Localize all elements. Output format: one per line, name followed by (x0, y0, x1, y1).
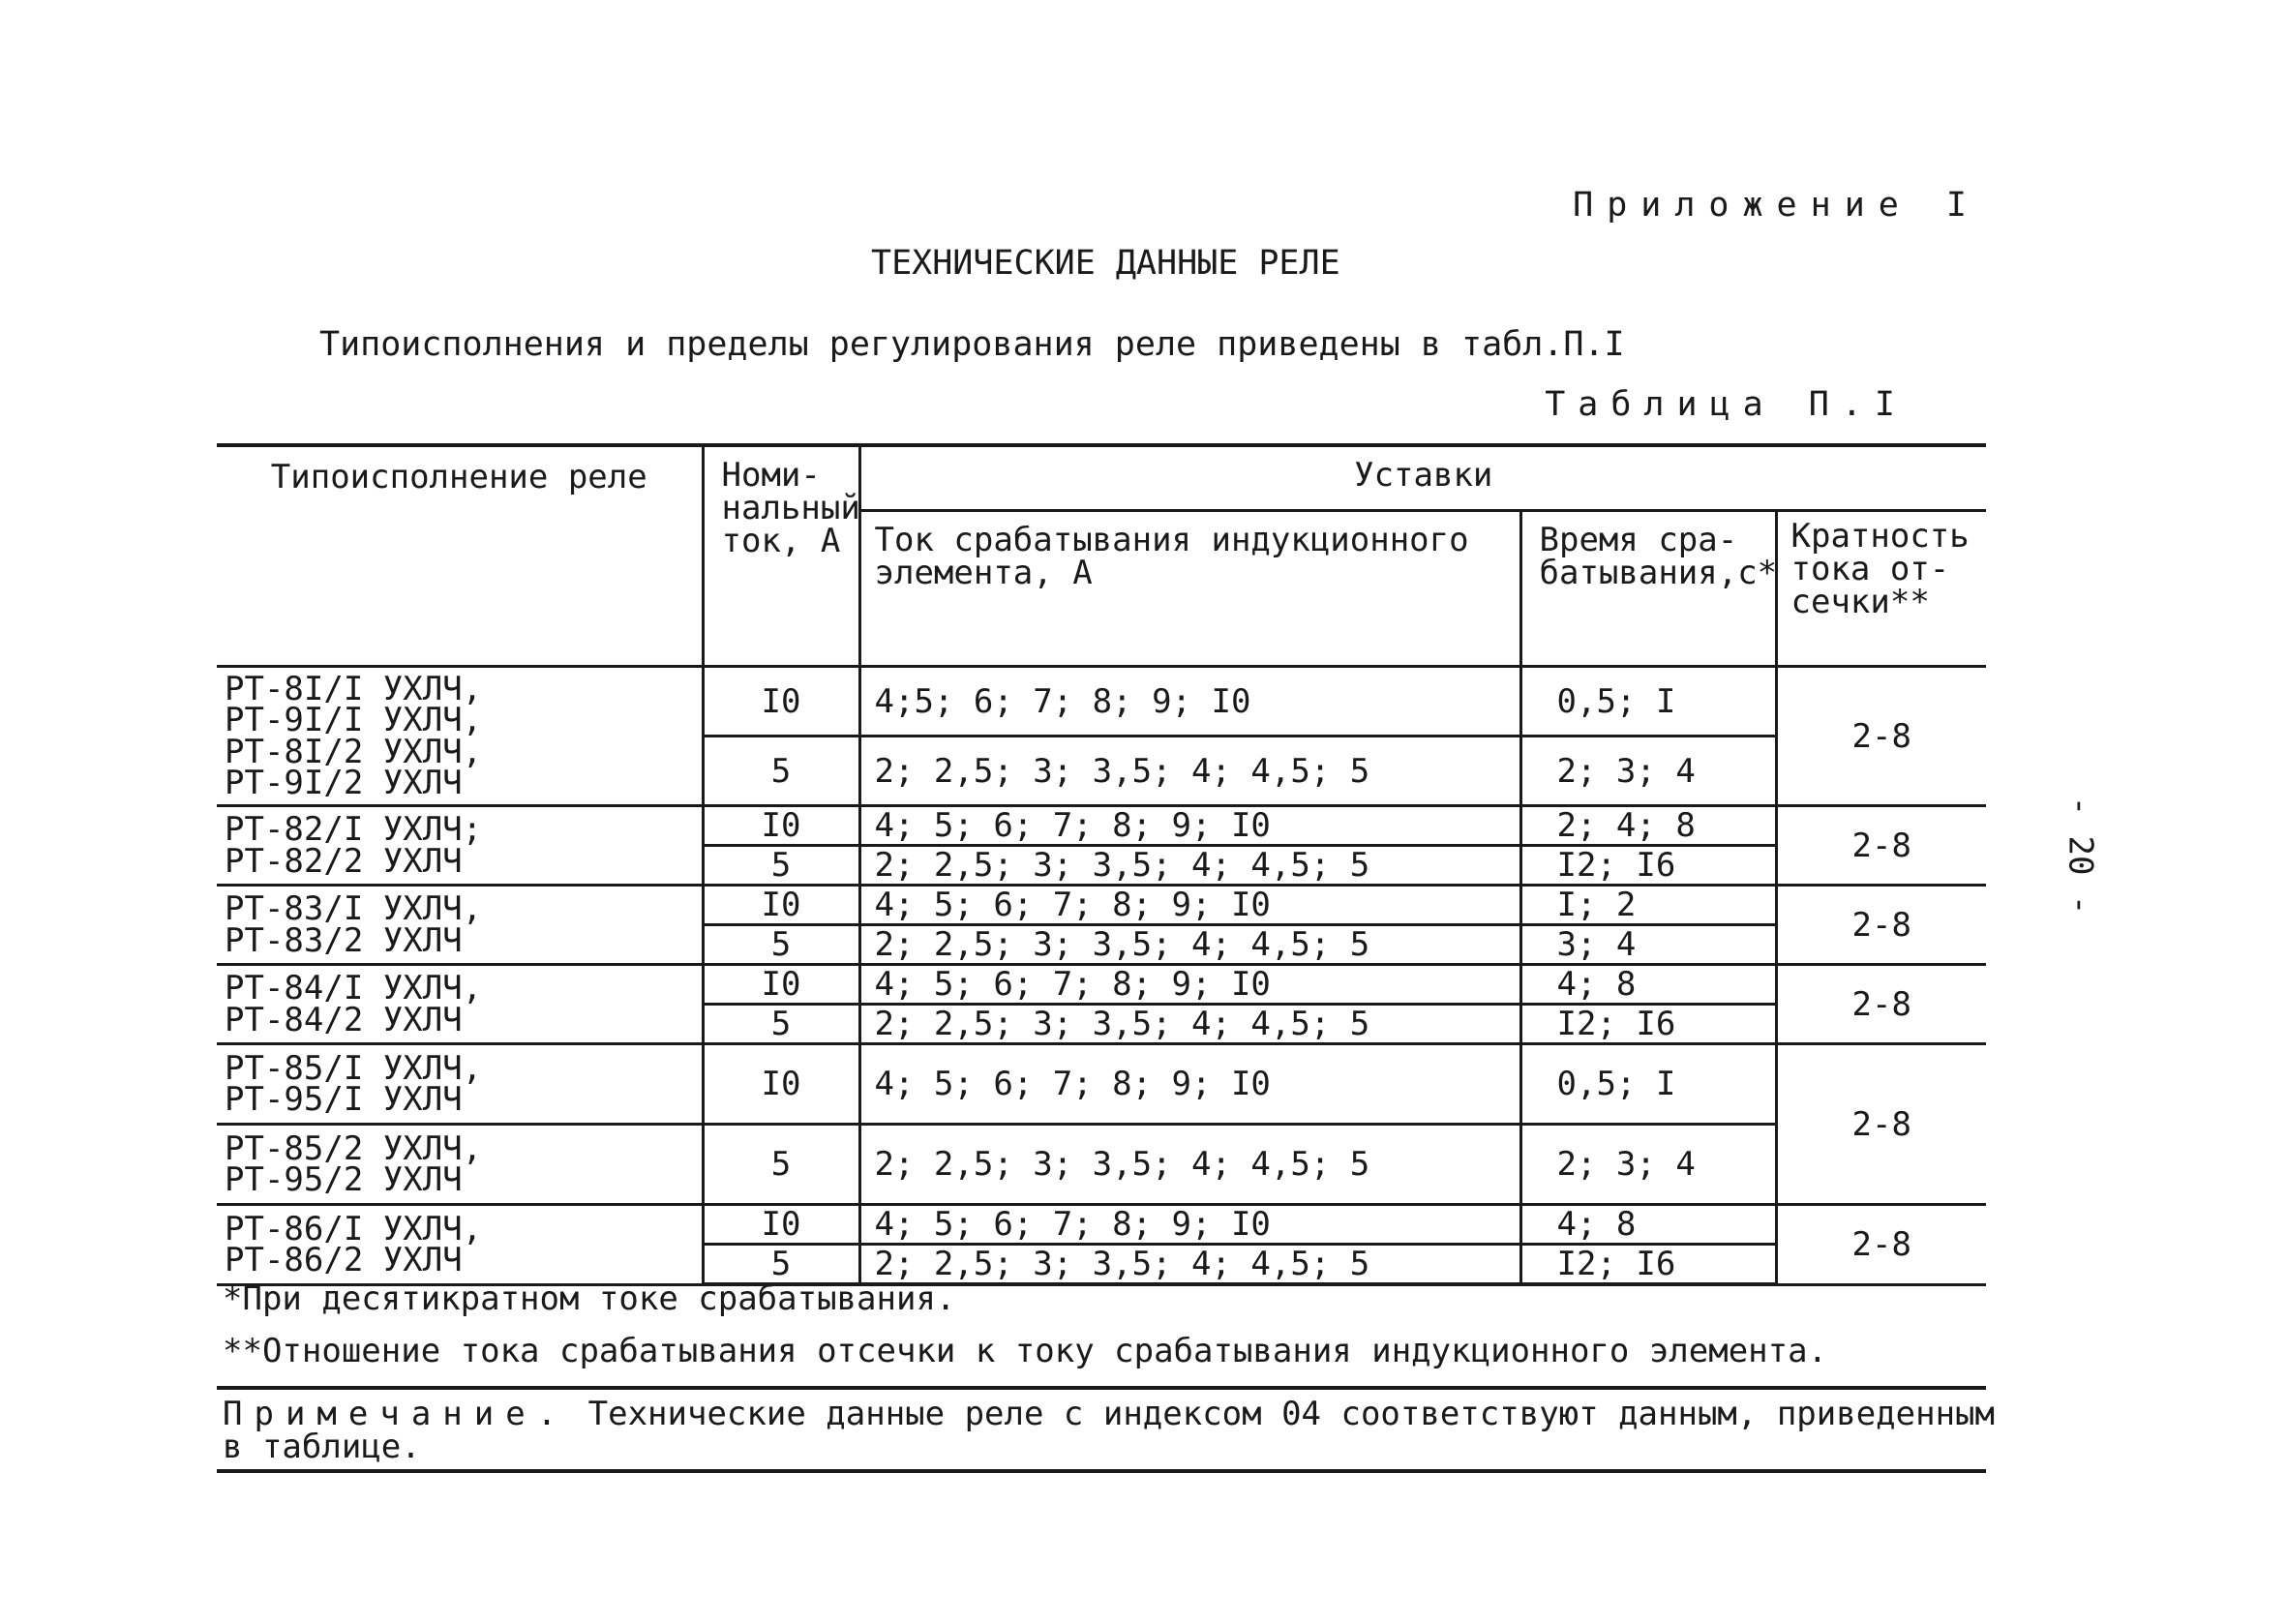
time-cell: 3; 4 (1520, 925, 1776, 965)
header-cutoff-multiplicity: Кратность тока от- сечки** (1776, 511, 1986, 667)
nominal-cell: 5 (703, 1245, 859, 1285)
note-text: Технические данные реле с индексом 04 соответствуют данным, приведенным в таблице. (223, 1395, 1995, 1466)
table-row (217, 965, 1986, 1005)
time-cell: 2; 3; 4 (1520, 737, 1776, 806)
nominal-cell: I0 (703, 1205, 859, 1245)
relay-data-table (217, 443, 1986, 1286)
relay-type-cell: РТ-85/I УХЛЧ, РТ-95/I УХЛЧ (217, 1044, 703, 1125)
header-trip-time: Время сра- батывания,с* (1520, 511, 1776, 667)
multiplicity-cell: 2-8 (1776, 1044, 1986, 1205)
note-label: Примечание. (223, 1395, 569, 1433)
current-cell: 2; 2,5; 3; 3,5; 4; 4,5; 5 (859, 846, 1520, 886)
multiplicity-cell: 2-8 (1776, 806, 1986, 886)
nominal-cell: I0 (703, 806, 859, 846)
nominal-cell: 5 (703, 1125, 859, 1205)
table-label: Таблица П.I (1545, 385, 1908, 424)
table-row (217, 886, 1986, 925)
time-cell: I2; I6 (1520, 1005, 1776, 1044)
nominal-cell: 5 (703, 846, 859, 886)
table-row (217, 1205, 1986, 1245)
current-cell: 4; 5; 6; 7; 8; 9; I0 (859, 1044, 1520, 1125)
footnote-1: *При десятикратном токе срабатывания. (223, 1279, 956, 1318)
table-row (217, 1044, 1986, 1125)
relay-type-cell: РТ-86/I УХЛЧ, РТ-86/2 УХЛЧ (217, 1205, 703, 1285)
time-cell: 2; 3; 4 (1520, 1125, 1776, 1205)
footnote-2: **Отношение тока срабатывания отсечки к току срабатывания индукционного элемента. (223, 1332, 1828, 1370)
current-cell: 2; 2,5; 3; 3,5; 4; 4,5; 5 (859, 1005, 1520, 1044)
relay-type-cell: РТ-83/I УХЛЧ, РТ-83/2 УХЛЧ (217, 886, 703, 965)
header-settings: Уставки (859, 445, 1986, 511)
header-trip-current: Ток срабатывания индукционного элемента, А (859, 511, 1520, 667)
relay-type-cell: РТ-8I/I УХЛЧ, РТ-9I/I УХЛЧ, РТ-8I/2 УХЛЧ, РТ-9I/2 УХЛЧ (217, 667, 703, 806)
table-row (217, 1125, 1986, 1205)
time-cell: I2; I6 (1520, 1245, 1776, 1285)
intro-text: Типоисполнения и пределы регулирования реле приведены в табл.П.I (319, 325, 1625, 364)
nominal-cell: I0 (703, 886, 859, 925)
nominal-cell: 5 (703, 737, 859, 806)
relay-type-cell: РТ-82/I УХЛЧ; РТ-82/2 УХЛЧ (217, 806, 703, 886)
time-cell: 0,5; I (1520, 1044, 1776, 1125)
nominal-cell: I0 (703, 667, 859, 737)
time-cell: I; 2 (1520, 886, 1776, 925)
multiplicity-cell: 2-8 (1776, 667, 1986, 806)
relay-type-cell: РТ-84/I УХЛЧ, РТ-84/2 УХЛЧ (217, 965, 703, 1044)
multiplicity-cell: 2-8 (1776, 965, 1986, 1044)
nominal-cell: I0 (703, 965, 859, 1005)
time-cell: 4; 8 (1520, 1205, 1776, 1245)
current-cell: 2; 2,5; 3; 3,5; 4; 4,5; 5 (859, 737, 1520, 806)
nominal-cell: I0 (703, 1044, 859, 1125)
header-type: Типоисполнение реле (217, 445, 703, 667)
time-cell: 0,5; I (1520, 667, 1776, 737)
relay-type-cell: РТ-85/2 УХЛЧ, РТ-95/2 УХЛЧ (217, 1125, 703, 1205)
current-cell: 2; 2,5; 3; 3,5; 4; 4,5; 5 (859, 1245, 1520, 1285)
time-cell: I2; I6 (1520, 846, 1776, 886)
table-row (217, 667, 1986, 737)
header-nominal-current: Номи- нальный ток, А (703, 445, 859, 667)
current-cell: 4; 5; 6; 7; 8; 9; I0 (859, 806, 1520, 846)
current-cell: 4; 5; 6; 7; 8; 9; I0 (859, 965, 1520, 1005)
note-top-rule (217, 1386, 1986, 1390)
appendix-heading: Приложение I (1573, 186, 1980, 225)
current-cell: 4;5; 6; 7; 8; 9; I0 (859, 667, 1520, 737)
nominal-cell: 5 (703, 1005, 859, 1044)
multiplicity-cell: 2-8 (1776, 1205, 1986, 1285)
multiplicity-cell: 2-8 (1776, 886, 1986, 965)
nominal-cell: 5 (703, 925, 859, 965)
current-cell: 2; 2,5; 3; 3,5; 4; 4,5; 5 (859, 925, 1520, 965)
page-number: - 20 - (2060, 796, 2100, 916)
current-cell: 2; 2,5; 3; 3,5; 4; 4,5; 5 (859, 1125, 1520, 1205)
page-title: ТЕХНИЧЕСКИЕ ДАННЫЕ РЕЛЕ (871, 244, 1340, 283)
table-row (217, 806, 1986, 846)
note (223, 1395, 1995, 1466)
note-bottom-rule (217, 1469, 1986, 1473)
current-cell: 4; 5; 6; 7; 8; 9; I0 (859, 1205, 1520, 1245)
time-cell: 2; 4; 8 (1520, 806, 1776, 846)
current-cell: 4; 5; 6; 7; 8; 9; I0 (859, 886, 1520, 925)
time-cell: 4; 8 (1520, 965, 1776, 1005)
